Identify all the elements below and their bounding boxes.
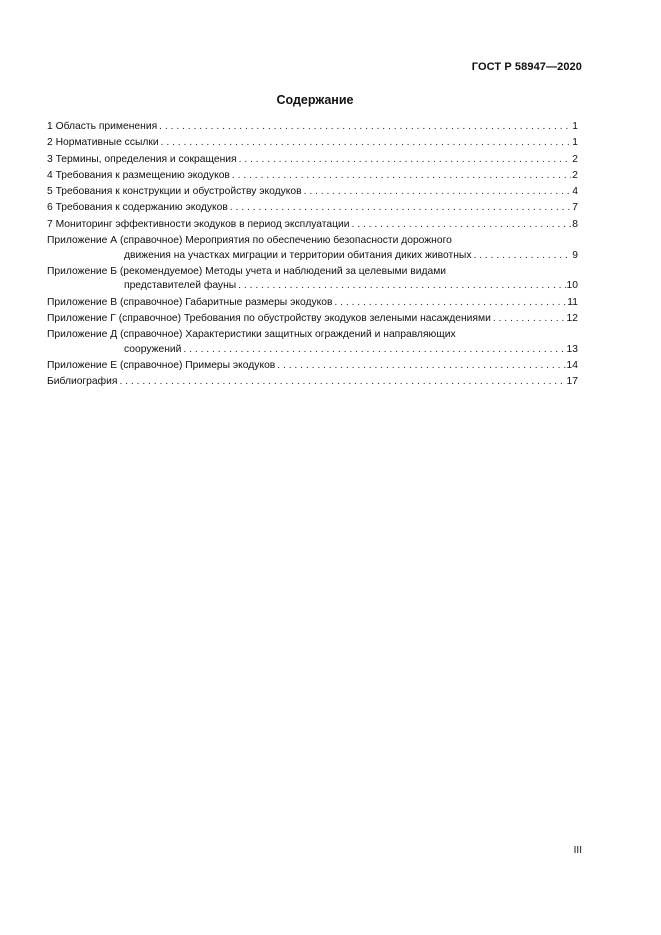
toc-entry-title: 5 Требования к конструкции и обустройству экодуков bbox=[47, 186, 302, 198]
toc-entry-appendix-b[interactable] bbox=[47, 265, 578, 294]
toc-entry-appendix-e[interactable] bbox=[47, 359, 578, 374]
toc-entry-page: 14 bbox=[566, 360, 578, 372]
toc-entry-title-line2: сооружений bbox=[124, 343, 182, 355]
toc-entry-page: 4 bbox=[572, 186, 578, 198]
leader-dots bbox=[161, 136, 572, 151]
toc-entry-title: 7 Мониторинг эффективности экодуков в период эксплуатации bbox=[47, 218, 350, 230]
toc-entry[interactable] bbox=[47, 169, 578, 184]
toc-entry[interactable] bbox=[47, 201, 578, 216]
toc-entry-page: 11 bbox=[567, 296, 578, 308]
leader-dots bbox=[304, 185, 572, 200]
toc-entry-title: Библиография bbox=[47, 376, 118, 388]
toc-entry-title: Приложение В (справочное) Габаритные размеры экодуков bbox=[47, 296, 333, 308]
toc-entry-page: 7 bbox=[572, 202, 578, 214]
toc-entry-title-line1: Приложение Д (справочное) Характеристики защитных ограждений и направляющих bbox=[47, 329, 456, 341]
toc-entry-page: 1 bbox=[572, 137, 578, 149]
page-number: III bbox=[573, 845, 582, 856]
leader-dots bbox=[183, 343, 565, 358]
toc-entry-page: 12 bbox=[566, 312, 578, 324]
toc-entry-appendix-a[interactable] bbox=[47, 234, 578, 263]
leader-dots bbox=[352, 218, 572, 233]
toc-entry[interactable] bbox=[47, 185, 578, 200]
leader-dots bbox=[159, 120, 571, 135]
toc-entry-title: Приложение Е (справочное) Примеры экодуков bbox=[47, 360, 276, 372]
toc-entry-page: 8 bbox=[572, 218, 578, 230]
leader-dots bbox=[119, 375, 565, 390]
toc-entry-page: 1 bbox=[572, 121, 578, 132]
toc-entry-title-line1: Приложение Б (рекомендуемое) Методы учета и наблюдений за целевыми видами bbox=[47, 265, 447, 277]
toc-entry-title: 2 Нормативные ссылки bbox=[47, 137, 159, 149]
toc-entry-title: 6 Требования к содержанию экодуков bbox=[47, 202, 228, 214]
toc-entry[interactable] bbox=[47, 153, 578, 168]
leader-dots bbox=[277, 359, 565, 374]
toc-entry-appendix-v[interactable] bbox=[47, 296, 578, 311]
leader-dots bbox=[238, 279, 565, 294]
toc-entry-appendix-d[interactable] bbox=[47, 328, 578, 357]
leader-dots bbox=[473, 249, 571, 264]
toc-entry-page: 2 bbox=[572, 153, 578, 165]
document-code: ГОСТ Р 58947—2020 bbox=[471, 61, 582, 73]
toc-entry-appendix-g[interactable] bbox=[47, 312, 578, 327]
toc-entry[interactable] bbox=[47, 136, 578, 151]
toc-title: Содержание bbox=[276, 93, 354, 107]
toc-entry-page: 9 bbox=[572, 249, 578, 261]
toc-entry-title: 1 Область применения bbox=[47, 121, 158, 132]
toc-entry-page: 17 bbox=[566, 376, 578, 388]
toc-entry-page: 2 bbox=[572, 169, 578, 181]
toc-entry-title: 3 Термины, определения и сокращения bbox=[47, 153, 237, 165]
toc-entry[interactable] bbox=[47, 120, 578, 135]
toc-entry-title-line1: Приложение А (справочное) Мероприятия по обеспечению безопасности дорожного bbox=[47, 235, 452, 247]
toc-entry-page: 13 bbox=[566, 343, 578, 355]
leader-dots bbox=[334, 296, 566, 311]
leader-dots bbox=[230, 201, 571, 216]
toc-entry-title-line2: движения на участках миграции и территории обитания диких животных bbox=[124, 249, 472, 261]
leader-dots bbox=[232, 169, 571, 184]
toc-entry-title: 4 Требования к размещению экодуков bbox=[47, 169, 230, 181]
toc-entry-title-line2: представителей фауны bbox=[124, 280, 237, 292]
toc-entry-bibliography[interactable] bbox=[47, 375, 578, 390]
leader-dots bbox=[493, 312, 566, 327]
toc-entry-title: Приложение Г (справочное) Требования по обустройству экодуков зелеными насаждениями bbox=[47, 312, 491, 324]
leader-dots bbox=[239, 153, 572, 168]
toc-entry[interactable] bbox=[47, 218, 578, 233]
toc-entry-page: 10 bbox=[566, 280, 578, 292]
table-of-contents bbox=[47, 120, 578, 392]
